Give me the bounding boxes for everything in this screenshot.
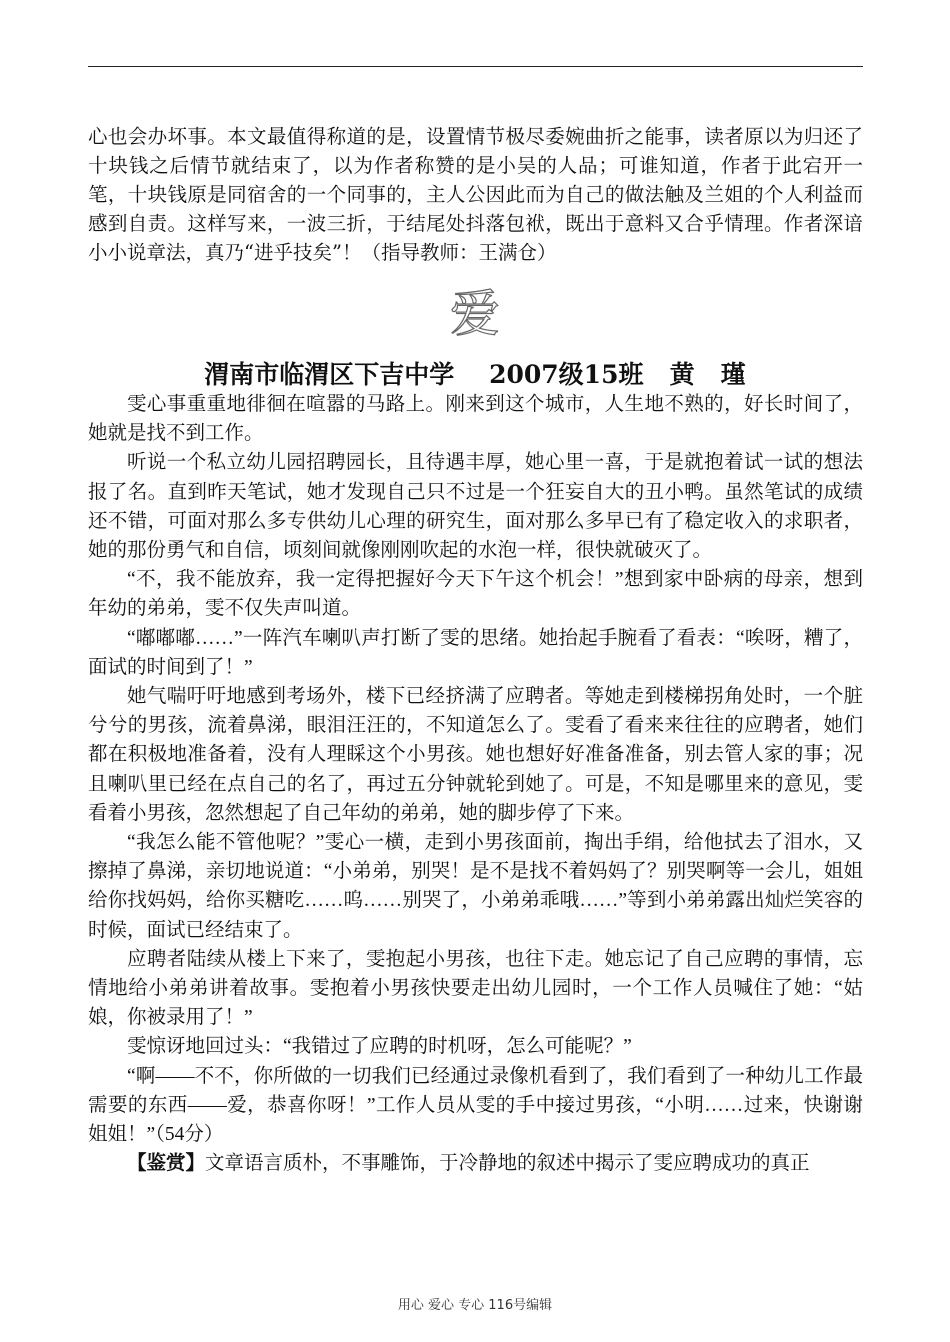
intro-paragraph: 心也会办坏事。本文最值得称道的是，设置情节极尽委婉曲折之能事，读者原以为归还了十块钱之后情节就结束了，以为作者称赞的是小吴的人品；可谁知道，作者于此宕开一笔，十块钱原是同宿舍的一个同事的，主人公因此而为自己的做法触及兰姐的个人利益而感到自责。这样写来，一波三折，于结尾处抖落包袱，既出于意料又合乎情理。作者深谙小小说章法，真乃“进乎技矣”！（指导教师：王满仓） <box>88 125 863 264</box>
body-paragraph: 应聘者陆续从楼上下来了，雯抱起小男孩，也往下走。她忘记了自己应聘的事情，忘情地给小弟弟讲着故事。雯抱着小男孩快要走出幼儿园时，一个工作人员喊住了她：“姑娘，你被录用了！” <box>88 948 863 1029</box>
review-text: 文章语言质朴，不事雕饰，于冷静地的叙述中揭示了雯应聘成功的真正 <box>205 1153 810 1175</box>
body-paragraph: 她气喘吁吁地感到考场外，楼下已经挤满了应聘者。等她走到楼梯拐角处时，一个脏兮兮的男孩，流着鼻涕，眼泪汪汪的，不知道怎么了。雯看了看来来往往的应聘者，她们都在积极地准备着，没有人理睬这个小男孩。她也想好好准备准备，别去管人家的事；况且喇叭里已经在点自己的名了，再过五分钟就轮到她了。可是，不知是哪里来的意见，雯看着小男孩，忽然想起了自己年幼的弟弟，她的脚步停了下来。 <box>88 686 863 824</box>
body-paragraph: 雯心事重重地徘徊在喧嚣的马路上。刚来到这个城市，人生地不熟的，好长时间了，她就是找不到工作。 <box>88 394 863 445</box>
body-paragraph: 雯惊讶地回过头：“我错过了应聘的时机呀，怎么可能呢？” <box>127 1036 632 1058</box>
intro-commentary <box>88 122 863 267</box>
body-paragraph: “啊——不不，你所做的一切我们已经通过录像机看到了，我们看到了一种幼儿工作最需要的东西——爱，恭喜你呀！”工作人员从雯的手中接过男孩，“小明……过来，快谢谢姐姐！”（54分） <box>88 1065 863 1146</box>
article-body <box>88 390 863 1178</box>
body-paragraph: “嘟嘟嘟……”一阵汽车喇叭声打断了雯的思绪。她抬起手腕看了看表：“唉呀，糟了，面试的时间到了！” <box>88 627 863 678</box>
header-rule <box>88 66 863 67</box>
article-byline: 渭南市临渭区下吉中学 2007级15班 黄 瑾 <box>204 360 746 389</box>
review-paragraph <box>88 1149 863 1178</box>
page-footer: 用心 爱心 专心 116号编辑 <box>397 1298 553 1313</box>
body-paragraph: “不，我不能放弃，我一定得把握好今天下午这个机会！”想到家中卧病的母亲，想到年幼的弟弟，雯不仅失声叫道。 <box>88 569 863 620</box>
article-title: 爱 <box>450 285 500 343</box>
body-paragraph: 听说一个私立幼儿园招聘园长，且待遇丰厚，她心里一喜，于是就抱着试一试的想法报了名。直到昨天笔试，她才发现自己只不过是一个狂妄自大的丑小鸭。虽然笔试的成绩还不错，可面对那么多专供幼儿心理的研究生，面对那么多早已有了稳定收入的求职者，她的那份勇气和自信，顷刻间就像刚刚吹起的水泡一样，很快就破灭了。 <box>88 452 863 562</box>
review-label: 【鉴赏】 <box>127 1153 206 1175</box>
body-paragraph: “我怎么能不管他呢？”雯心一横，走到小男孩面前，掏出手绢，给他拭去了泪水，又擦掉了鼻涕，亲切地说道：“小弟弟，别哭！是不是找不着妈妈了？别哭啊等一会儿，姐姐给你找妈妈，给你买糖吃……呜……别哭了，小弟弟乖哦……”等到小弟弟露出灿烂笑容的时候，面试已经结束了。 <box>88 832 863 941</box>
